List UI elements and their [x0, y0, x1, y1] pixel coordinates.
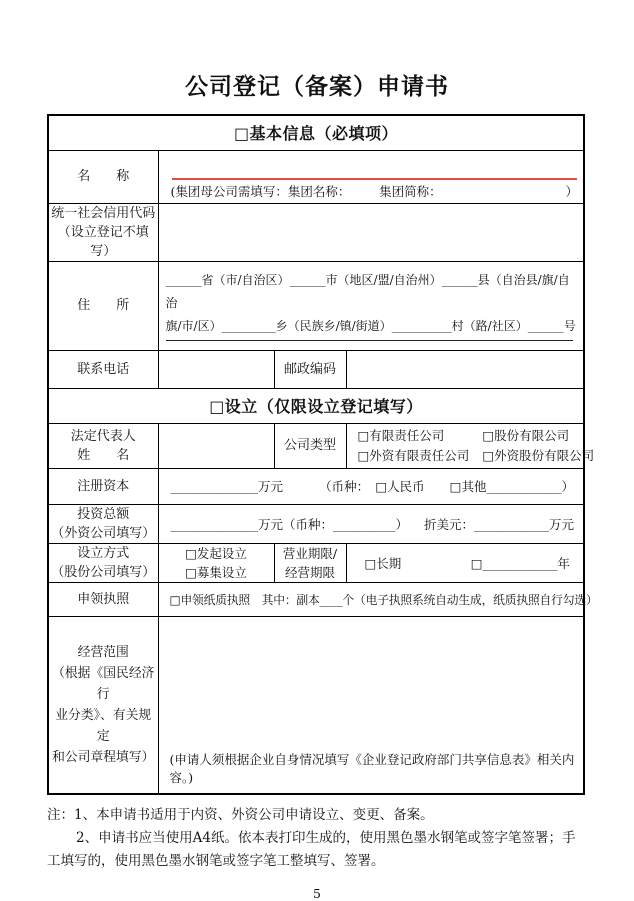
address-underline [166, 340, 573, 341]
license-options-cell [158, 582, 598, 616]
checkbox-option-foreign-limited: □外资有限责任公司 [357, 447, 470, 463]
registered-capital-row [48, 468, 584, 504]
checkbox-option-sponsored: □发起设立 [185, 545, 247, 561]
business-scope-label: 经营范围 （根据《国民经济行 业分类》、有关规定 和公司章程填写） [48, 616, 158, 794]
business-term-options-cell [346, 543, 584, 582]
group-caption-short: 集团简称： [379, 183, 442, 199]
footnote-2: 2、申请书应当使用A4纸。依本表打印生成的，使用黑色墨水钢笔或签字笔签署；手工填写的，使用黑色墨水钢笔或签字笔工整填写、签署。 [47, 829, 576, 869]
credit-code-value-cell [158, 203, 584, 261]
business-scope-value-cell [158, 616, 584, 794]
checkbox-option-term-years: □____________年 [470, 555, 570, 571]
phone-label: 联系电话 [48, 350, 158, 388]
registered-capital-value-cell [158, 468, 584, 504]
legal-representative-row [48, 423, 584, 468]
name-label: 名 称 [48, 150, 158, 203]
establishment-method-label: 设立方式 （股份公司填写） [48, 543, 158, 582]
section-basic-header: □基本信息（必填项） [48, 115, 584, 150]
total-investment-value-cell [158, 504, 584, 543]
postal-code-label: 邮政编码 [274, 350, 346, 388]
license-label: 申领执照 [48, 582, 158, 616]
group-caption-left: (集团母公司需填写：集团名称： [170, 183, 351, 199]
capital-currency-options: （币种： □人民币 □其他____________） [319, 479, 574, 494]
address-row [48, 261, 584, 350]
address-template-line2: 旗/市/区）_________乡（民族乡/镇/街道）__________村（路/社区）______号 [165, 318, 576, 333]
name-value-cell [158, 150, 584, 203]
legal-rep-value-cell [158, 423, 274, 468]
checkbox-option-fundraising: □募集设立 [185, 564, 247, 580]
page-number: 5 [313, 885, 321, 901]
registered-capital-label: 注册资本 [48, 468, 158, 504]
footnotes [47, 804, 587, 873]
checkbox-option-foreign-joint-stock: □外资股份有限公司 [482, 447, 595, 463]
company-type-options-cell [346, 423, 595, 468]
checkbox-option-paper-license: □申领纸质执照 其中：副本____个（电子执照系统自动生成，纸质执照自行勾选） [169, 592, 598, 607]
establishment-method-row [48, 543, 584, 582]
name-blank-area [171, 151, 579, 178]
establishment-method-options-cell [158, 543, 274, 582]
credit-code-row [48, 203, 584, 261]
group-caption-close: ） [565, 183, 578, 199]
total-investment-row [48, 504, 584, 543]
registration-form-table [47, 114, 598, 795]
total-investment-label: 投资总额 （外资公司填写） [48, 504, 158, 543]
business-scope-note: (申请人须根据企业自身情况填写《企业登记政府部门共享信息表》相关内容。) [169, 751, 575, 785]
investment-amount-blank: ______________万元（币种：__________） [170, 516, 409, 532]
checkbox-option-limited: □有限责任公司 [357, 427, 445, 443]
license-row [48, 582, 584, 616]
section-basic-header-row [48, 115, 584, 150]
phone-value-cell [158, 350, 274, 388]
phone-row [48, 350, 584, 388]
checkbox-option-joint-stock: □股份有限公司 [482, 427, 570, 443]
address-label: 住 所 [48, 261, 158, 350]
investment-usd-blank: 折美元：____________万元 [423, 516, 574, 532]
page-title: 公司登记（备案）申请书 [185, 74, 449, 100]
company-type-label: 公司类型 [274, 423, 346, 468]
address-value-cell [158, 261, 584, 350]
postal-code-value-cell [346, 350, 584, 388]
name-row [48, 150, 584, 203]
capital-amount-blank: ______________万元 [170, 479, 284, 494]
section-setup-header-row [48, 388, 584, 423]
address-template-line1: ______省（市/自治区）______市（地区/盟/自治州）______县（自治县/旗/自治 [165, 272, 570, 310]
business-term-label: 营业期限/ 经营期限 [274, 543, 346, 582]
checkbox-option-long-term: □长期 [364, 555, 402, 571]
footnote-1: 注：1、本申请书适用于内资、外资公司申请设立、变更、备案。 [47, 806, 434, 823]
business-scope-row [48, 616, 584, 794]
group-caption [171, 180, 579, 202]
credit-code-label: 统一社会信用代码 （设立登记不填写） [48, 203, 158, 261]
section-setup-header: □设立（仅限设立登记填写） [48, 388, 584, 423]
legal-rep-label: 法定代表人 姓 名 [48, 423, 158, 468]
